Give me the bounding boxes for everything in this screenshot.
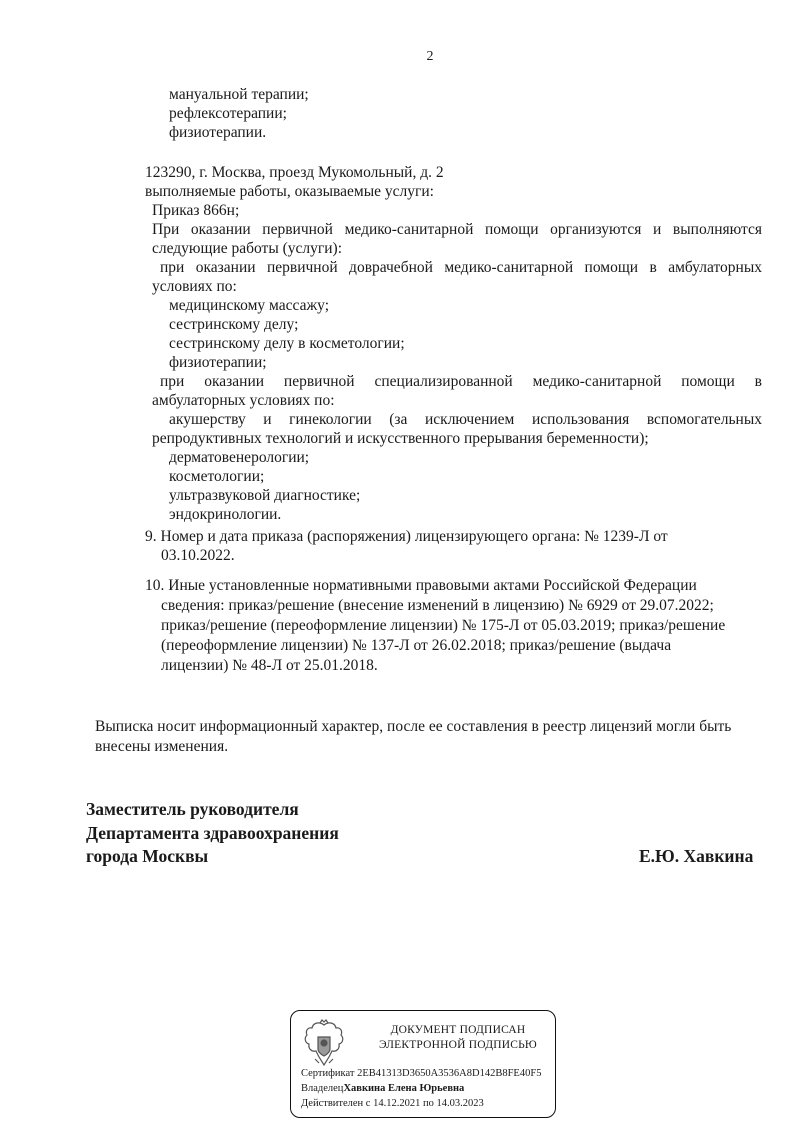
address-line: 123290, г. Москва, проезд Мукомольный, д. 2 bbox=[145, 164, 444, 181]
list-item: медицинскому массажу; bbox=[169, 297, 330, 314]
list-item: мануальной терапии; bbox=[169, 86, 309, 103]
certificate-label: Сертификат bbox=[301, 1068, 355, 1079]
signatory-name: Е.Ю. Хавкина bbox=[639, 846, 754, 866]
signatory-title: Заместитель руководителя bbox=[86, 799, 299, 819]
list-item: рефлексотерапии; bbox=[169, 105, 287, 122]
works-label: выполняемые работы, оказываемые услуги: bbox=[145, 183, 434, 200]
obstetrics-line: репродуктивных технологий и искусственного прерывания беременности); bbox=[152, 430, 649, 447]
item-9-line: 03.10.2022. bbox=[161, 547, 235, 564]
premedical-line: при оказании первичной доврачебной медико-санитарной помощи в амбулаторных bbox=[160, 259, 762, 276]
list-item: эндокринологии. bbox=[169, 506, 282, 523]
notice-line: внесены изменения. bbox=[95, 738, 229, 755]
premedical-line: условиях по: bbox=[152, 278, 237, 295]
obstetrics-line: акушерству и гинекологии (за исключением использования вспомогательных bbox=[169, 411, 762, 428]
esign-heading bbox=[373, 1023, 543, 1053]
signatory-title: Департамента здравоохранения bbox=[86, 823, 339, 843]
list-item: физиотерапии. bbox=[169, 124, 267, 141]
item-10-line: лицензии) № 48-Л от 25.01.2018. bbox=[161, 657, 378, 674]
order-line: Приказ 866н; bbox=[152, 202, 240, 219]
list-item: сестринскому делу в косметологии; bbox=[169, 335, 405, 352]
item-10-line: сведения: приказ/решение (внесение изменений в лицензию) № 6929 от 29.07.2022; bbox=[161, 597, 714, 614]
certificate-line bbox=[301, 1067, 541, 1081]
list-item: дерматовенерологии; bbox=[169, 449, 310, 466]
validity-line: Действителен с 14.12.2021 по 14.03.2023 bbox=[301, 1098, 484, 1109]
specialized-line: при оказании первичной специализированной медико-санитарной помощи в bbox=[160, 373, 762, 390]
item-10-line: (переоформление лицензии) № 137-Л от 26.02.2018; приказ/решение (выдача bbox=[161, 637, 672, 654]
signatory-title: города Москвы bbox=[86, 846, 209, 866]
item-9-line: 9. Номер и дата приказа (распоряжения) лицензирующего органа: № 1239-Л от bbox=[145, 528, 668, 545]
owner-line bbox=[301, 1082, 464, 1096]
electronic-signature-stamp bbox=[290, 1010, 556, 1118]
page-number: 2 bbox=[426, 49, 434, 64]
list-item: ультразвуковой диагностике; bbox=[169, 487, 361, 504]
coat-of-arms-icon bbox=[301, 1019, 347, 1071]
owner-value: Хавкина Елена Юрьевна bbox=[343, 1083, 465, 1094]
item-10-line: приказ/решение (переоформление лицензии) № 175-Л от 05.03.2019; приказ/решение bbox=[161, 617, 726, 634]
esign-heading-line: ЭЛЕКТРОННОЙ ПОДПИСЬЮ bbox=[379, 1039, 537, 1051]
list-item: физиотерапии; bbox=[169, 354, 267, 371]
intro-line: При оказании первичной медико-санитарной помощи организуются и выполняются bbox=[152, 221, 762, 238]
certificate-value: 2EB41313D3650A3536A8D142B8FE40F5 bbox=[357, 1068, 542, 1079]
specialized-line: амбулаторных условиях по: bbox=[152, 392, 335, 409]
owner-label: Владелец bbox=[301, 1083, 344, 1094]
item-10-line: 10. Иные установленные нормативными правовыми актами Российской Федерации bbox=[145, 577, 697, 594]
notice-line: Выписка носит информационный характер, после ее составления в реестр лицензий могли быть bbox=[95, 718, 732, 735]
intro-line: следующие работы (услуги): bbox=[152, 240, 343, 257]
esign-heading-line: ДОКУМЕНТ ПОДПИСАН bbox=[390, 1024, 526, 1036]
list-item: косметологии; bbox=[169, 468, 265, 485]
list-item: сестринскому делу; bbox=[169, 316, 299, 333]
